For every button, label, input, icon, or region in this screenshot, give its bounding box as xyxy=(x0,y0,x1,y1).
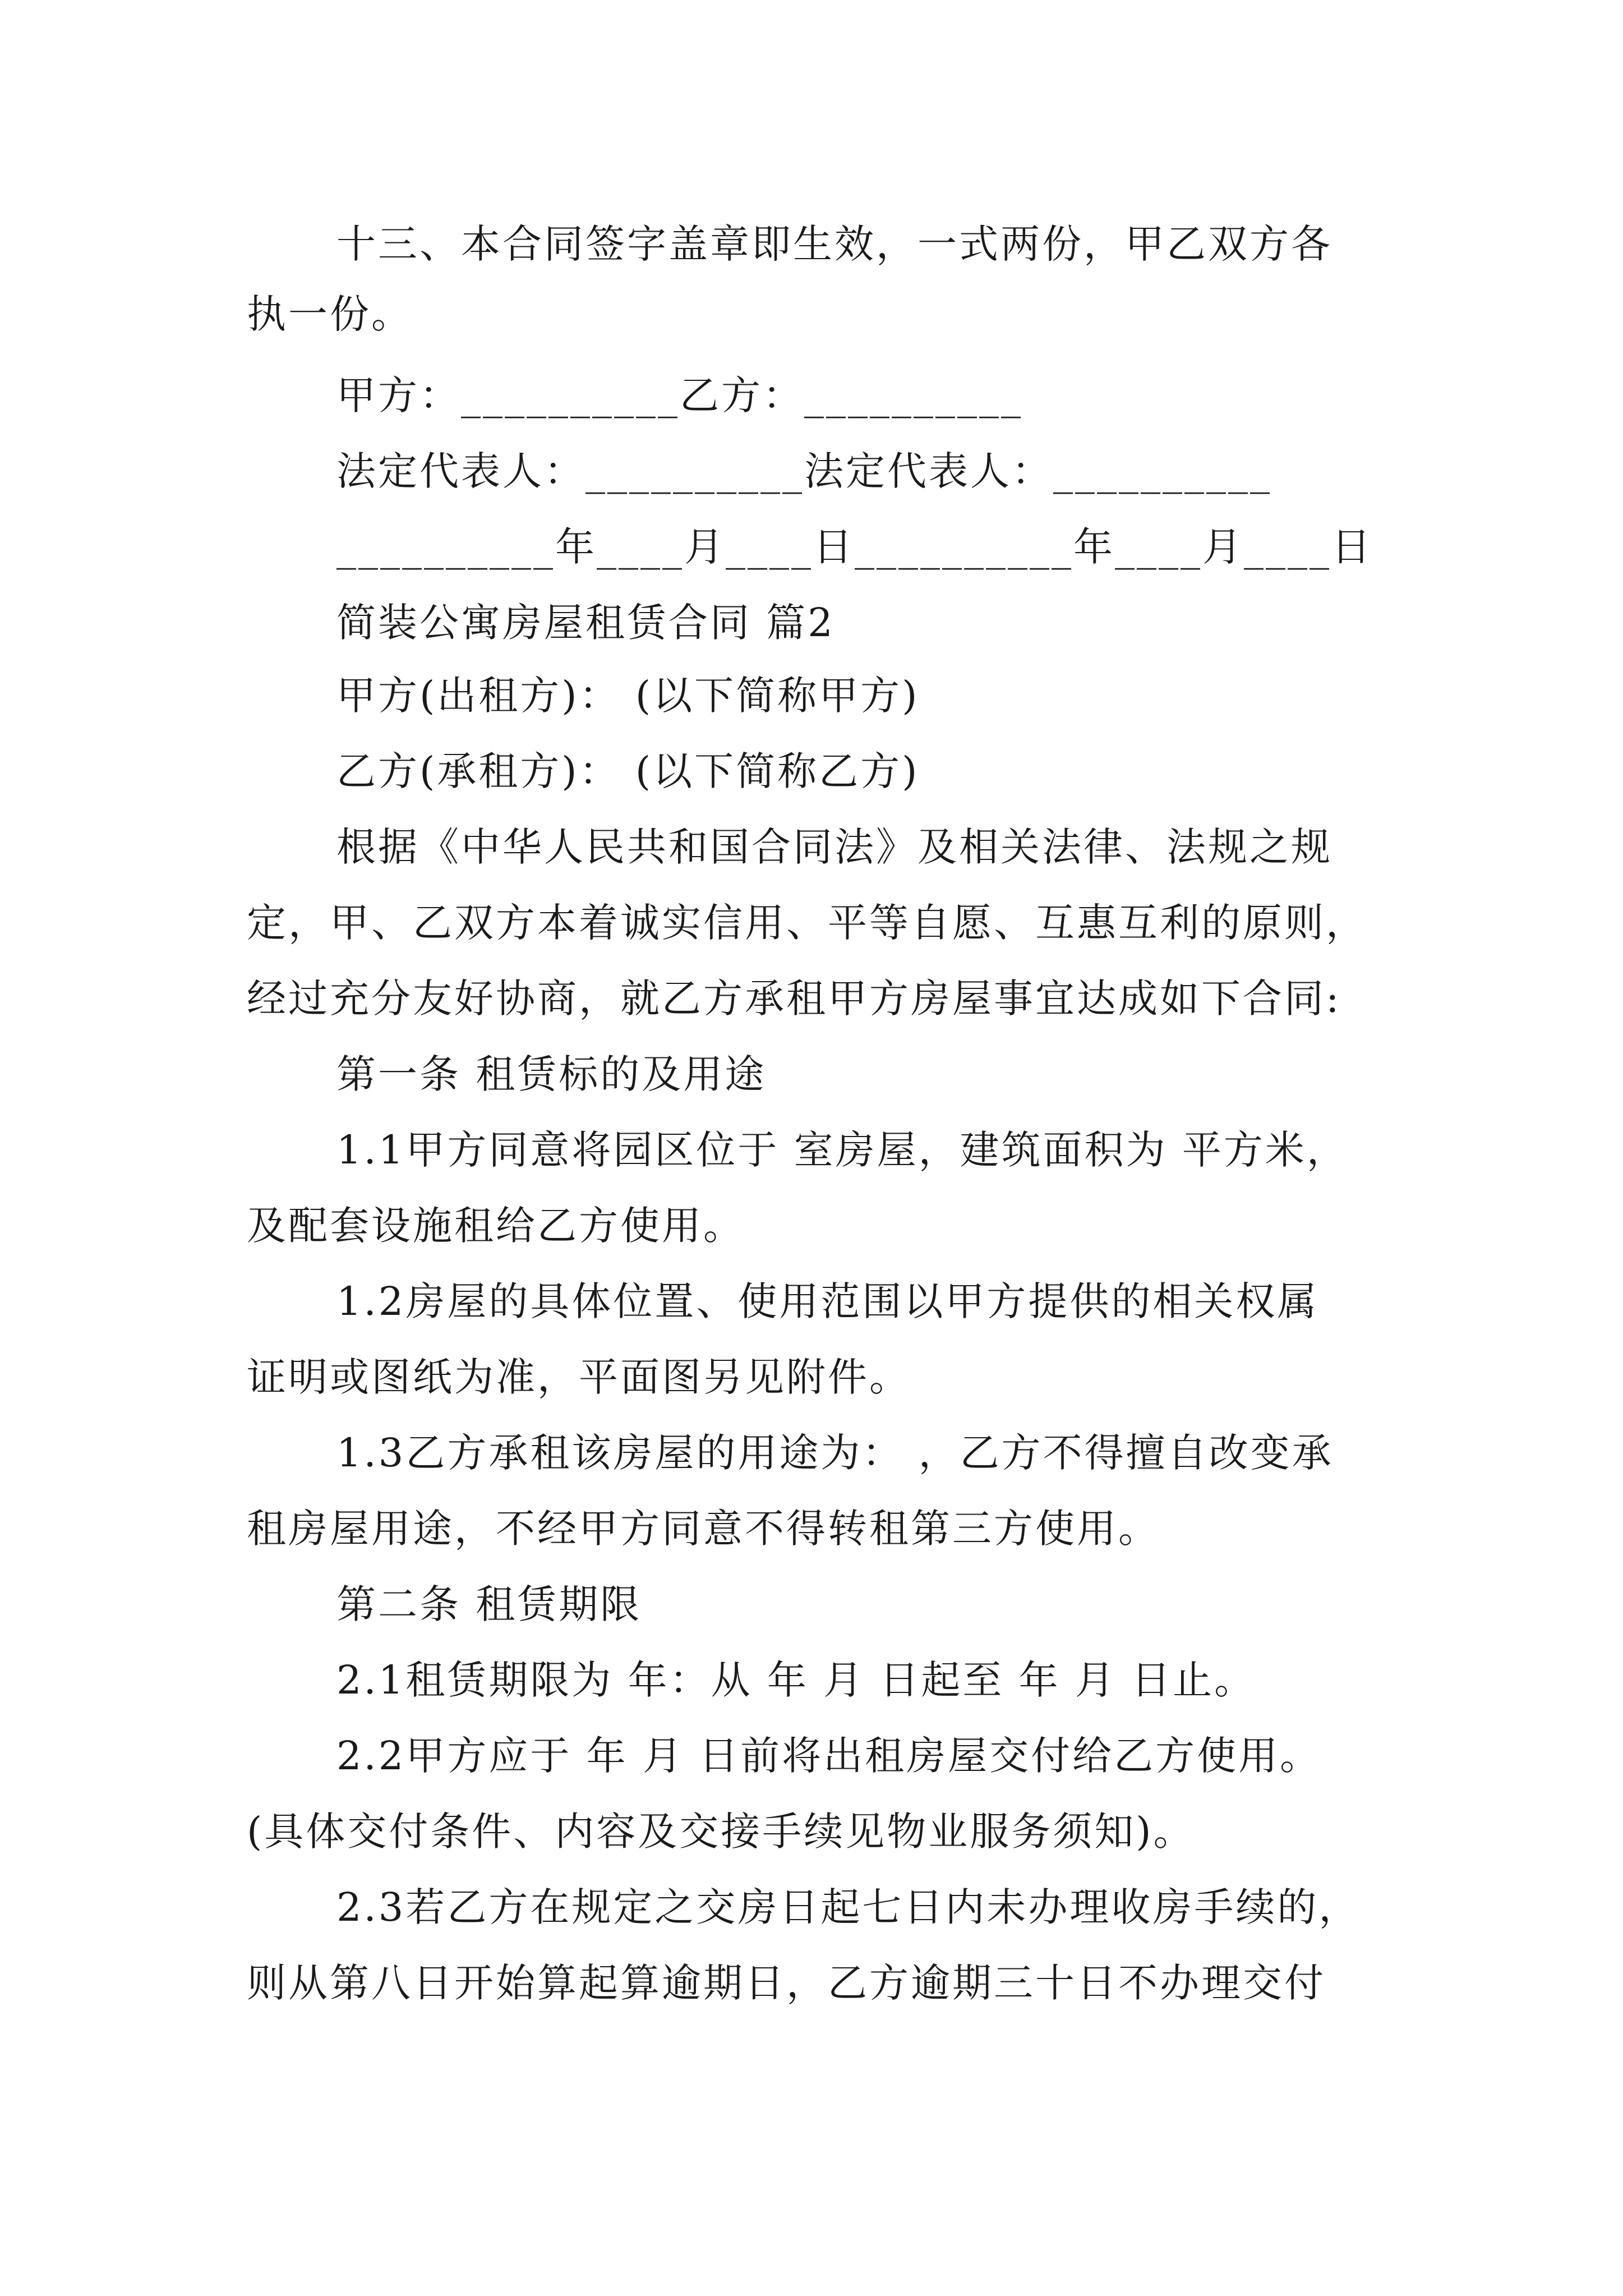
article-heading: 第二条 租赁期限 xyxy=(336,1581,642,1627)
article-heading: 第一条 租赁标的及用途 xyxy=(336,1051,767,1097)
clause-line: 租房屋用途，不经甲方同意不得转租第三方使用。 xyxy=(247,1506,1160,1552)
clause-line: 1.1甲方同意将园区位于 室房屋，建筑面积为 平方米， xyxy=(336,1127,1348,1173)
paragraph-line: 根据《中华人民共和国合同法》及相关法律、法规之规 xyxy=(336,824,1332,870)
signature-date-line: __________年____月____日__________年____月____日 xyxy=(336,524,1373,570)
clause-line: 2.3若乙方在规定之交房日起七日内未办理收房手续的， xyxy=(336,1884,1361,1930)
clause-line: 2.2甲方应于 年 月 日前将出租房屋交付给乙方使用。 xyxy=(336,1733,1322,1779)
signature-representative-line: 法定代表人：__________法定代表人：__________ xyxy=(336,448,1272,494)
party-b-line: 乙方(承租方)： (以下简称乙方) xyxy=(336,748,920,794)
paragraph-line: 十三、本合同签字盖章即生效，一式两份，甲乙双方各 xyxy=(336,221,1332,267)
clause-line: 证明或图纸为准，平面图另见附件。 xyxy=(247,1354,911,1400)
clause-line: 1.3乙方承租该房屋的用途为： ，乙方不得擅自改变承 xyxy=(336,1430,1334,1476)
paragraph-line: 定，甲、乙双方本着诚实信用、平等自愿、互惠互利的原则， xyxy=(247,900,1367,946)
section-title: 简装公寓房屋租赁合同 篇2 xyxy=(336,600,835,646)
paragraph-line: 执一份。 xyxy=(247,291,413,337)
clause-line: 1.2房屋的具体位置、使用范围以甲方提供的相关权属 xyxy=(336,1278,1319,1324)
clause-line: (具体交付条件、内容及交接手续见物业服务须知)。 xyxy=(247,1809,1195,1855)
party-a-line: 甲方(出租方)： (以下简称甲方) xyxy=(336,673,920,719)
clause-line: 则从第八日开始算起算逾期日，乙方逾期三十日不办理交付 xyxy=(247,1960,1326,2006)
clause-line: 2.1租赁期限为 年：从 年 月 日起至 年 月 日止。 xyxy=(336,1657,1256,1703)
clause-line: 及配套设施租给乙方使用。 xyxy=(247,1203,745,1249)
paragraph-line: 经过充分友好协商，就乙方承租甲方房屋事宜达成如下合同: xyxy=(247,976,1341,1022)
signature-party-line: 甲方：__________乙方：__________ xyxy=(336,372,1023,418)
